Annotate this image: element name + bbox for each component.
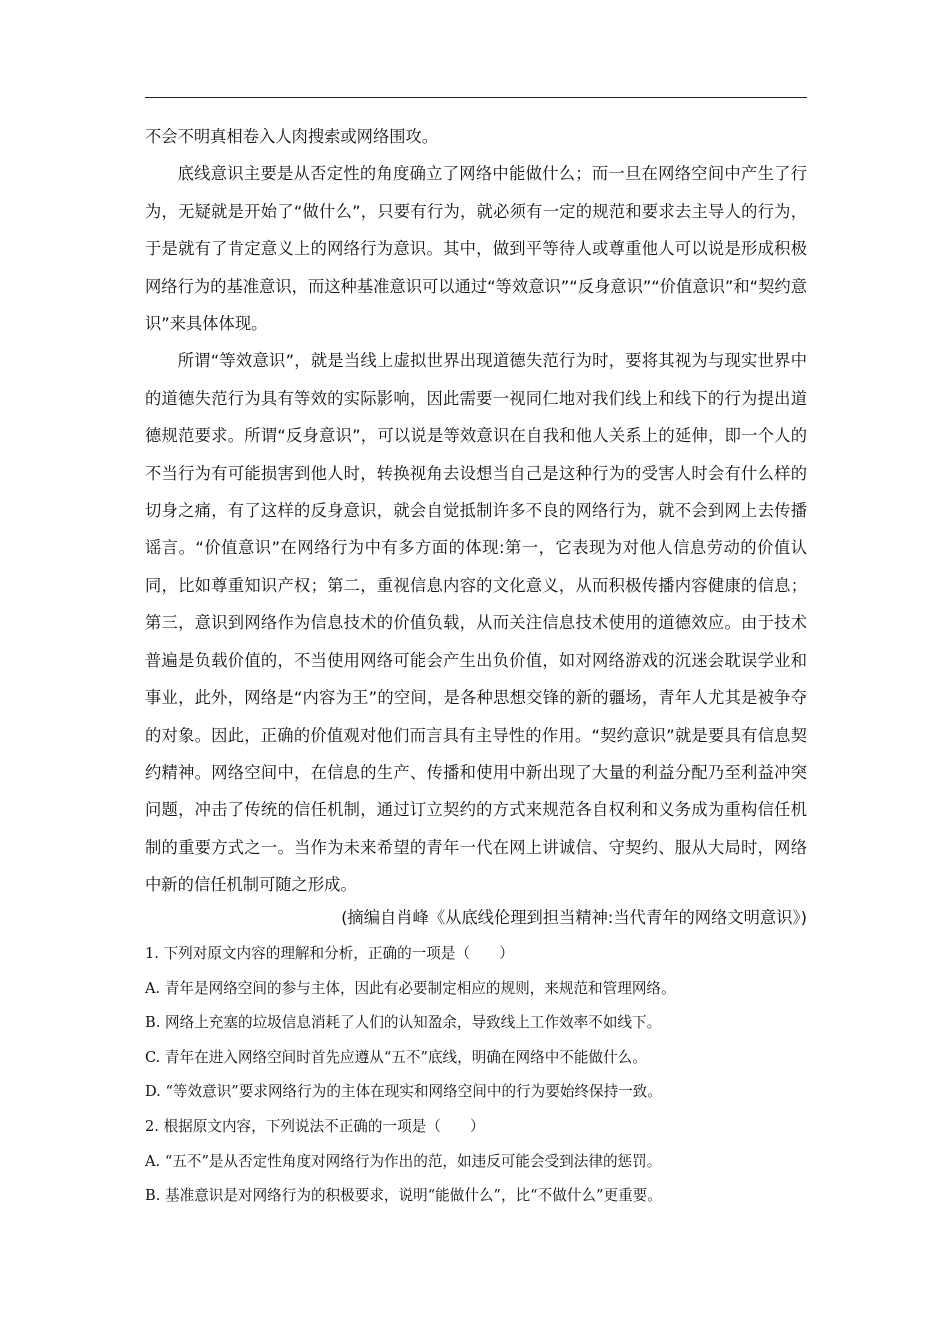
question-2-option-a: A. “五不”是从否定性角度对网络行为作出的范，如违反可能会受到法律的惩罚。 (145, 1152, 662, 1170)
question-1-option-d: D. “等效意识”要求网络行为的主体在现实和网络空间中的行为要始终保持一致。 (145, 1083, 662, 1101)
question-1-stem: 1. 下列对原文内容的理解和分析，正确的一项是（ ） (145, 945, 514, 962)
question-1-option-b: B. 网络上充塞的垃圾信息消耗了人们的认知盈余，导致线上工作效率不如线下。 (145, 1014, 662, 1032)
paragraph-continuation: 不会不明真相卷入人肉搜索或网络围攻。 (145, 127, 439, 146)
questions-section (145, 937, 807, 1214)
article-body (145, 118, 807, 904)
article-source-citation: (摘编自肖峰《从底线伦理到担当精神:当代青年的网络文明意识》) (341, 908, 807, 927)
question-2-stem: 2. 根据原文内容，下列说法不正确的一项是（ ） (145, 1117, 485, 1135)
question-1-option-a: A. 青年是网络空间的参与主体，因此有必要制定相应的规则，来规范和管理网络。 (145, 979, 676, 997)
header-rule (145, 97, 807, 98)
question-1-option-c: C. 青年在进入网络空间时首先应遵从“五不”底线，明确在网络中不能做什么。 (145, 1048, 647, 1066)
paragraph-bottom-line-consciousness: 底线意识主要是从否定性的角度确立了网络中能做什么；而一旦在网络空间中产生了行为，无疑就是开始了“做什么”，只要有行为，就必须有一定的规范和要求去主导人的行为，于是就有了肯定意义上的网络行为意识。其中，做到平等待人或尊重他人可以说是形成积极网络行为的基准意识，而这种基准意识可以通过“等效意识”“反身意识”“价值意识”和“契约意识”来具体体现。 (145, 164, 807, 334)
question-2-option-b: B. 基准意识是对网络行为的积极要求，说明“能做什么”，比“不做什么”更重要。 (145, 1187, 662, 1205)
paragraph-equivalence-consciousness: 所谓“等效意识”，就是当线上虚拟世界出现道德失范行为时，要将其视为与现实世界中的道德失范行为具有等效的实际影响，因此需要一视同仁地对我们线上和线下的行为提出道德规范要求。所谓“反身意识”，可以说是等效意识在自我和他人关系上的延伸，即一个人的不当行为有可能损害到他人时，转换视角去设想当自己是这种行为的受害人时会有什么样的切身之痛，有了这样的反身意识，就会自觉抵制许多不良的网络行为，就不会到网上去传播谣言。“价值意识”在网络行为中有多方面的体现:第一，它表现为对他人信息劳动的价值认同，比如尊重知识产权；第二，重视信息内容的文化意义，从而积极传播内容健康的信息；第三，意识到网络作为信息技术的价值负载，从而关注信息技术使用的道德效应。由于技术普遍是负载价值的，不当使用网络可能会产生出负价值，如对网络游戏的沉迷会耽误学业和事业，此外，网络是“内容为王”的空间，是各种思想交锋的新的疆场，青年人尤其是被争夺的对象。因此，正确的价值观对他们而言具有主导性的作用。“契约意识”就是要具有信息契约精神。网络空间中，在信息的生产、传播和使用中新出现了大量的利益分配乃至利益冲突问题，冲击了传统的信任机制，通过订立契约的方式来规范各自权利和义务成为重构信任机制的重要方式之一。当作为未来希望的青年一代在网上讲诚信、守契约、服从大局时，网络中新的信任机制可随之形成。 (145, 351, 807, 895)
